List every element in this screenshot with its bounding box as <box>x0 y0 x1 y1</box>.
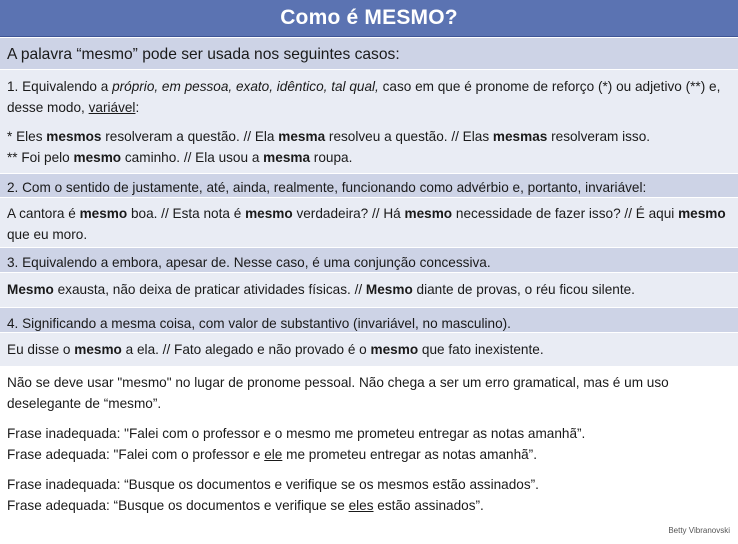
case2-heading: 2. Com o sentido de justamente, até, ainda, realmente, funcionando como advérbio e, portanto, invariável: <box>7 180 647 195</box>
note-frase-2 <box>7 444 731 465</box>
ex1g: resolveram isso. <box>547 129 651 144</box>
ex2e: roupa. <box>310 150 353 165</box>
case2-example-row <box>0 197 738 247</box>
c4b: mesmo <box>74 342 122 357</box>
note-frase-4 <box>7 495 731 516</box>
case3-example-row <box>0 272 738 307</box>
case1-example-2 <box>7 147 731 168</box>
ex1f: mesmas <box>492 129 548 144</box>
ex1c: resolveram a questão. // Ela <box>101 129 279 144</box>
c4e: que fato inexistente. <box>418 342 544 357</box>
c2i: que eu moro. <box>7 227 88 242</box>
case1-t5: : <box>135 100 140 115</box>
case1-t1: 1. Equivalendo a <box>7 79 113 94</box>
c2f: mesmo <box>404 206 453 221</box>
case4-example-row <box>0 332 738 366</box>
note-frase-1: Frase inadequada: "Falei com o professor e o mesmo me prometeu entregar as notas amanhã”. <box>7 426 586 441</box>
ex2d: mesma <box>263 150 311 165</box>
case1-t3: caso em que é pronome de reforço (*) ou adjetivo (**) e, desse modo, <box>7 79 721 115</box>
f4b: eles <box>348 498 374 513</box>
ex2c: caminho. // Ela usou a <box>121 150 264 165</box>
c2b: mesmo <box>79 206 128 221</box>
case1-variable: variável <box>88 100 136 115</box>
c3d: diante de provas, o réu ficou silente. <box>412 282 635 297</box>
ex1d: mesma <box>278 129 326 144</box>
case1-example-1 <box>7 126 731 147</box>
c2h: mesmo <box>678 206 726 221</box>
case3-heading: 3. Equivalendo a embora, apesar de. Nesse caso, é uma conjunção concessiva. <box>7 255 491 270</box>
ex1e: resolveu a questão. // Elas <box>325 129 493 144</box>
case1-synonyms: próprio, em pessoa, exato, idêntico, tal qual, <box>112 79 379 94</box>
c4a: Eu disse o <box>7 342 75 357</box>
title-bar <box>0 0 738 37</box>
c2g: necessidade de fazer isso? // É aqui <box>452 206 679 221</box>
c2d: mesmo <box>245 206 293 221</box>
c3a: Mesmo <box>7 282 54 297</box>
c4c: a ela. // Fato alegado e não provado é o <box>121 342 371 357</box>
case3-head-row <box>0 247 738 272</box>
ex2b: mesmo <box>73 150 122 165</box>
note-frase-3: Frase inadequada: “Busque os documentos e verifique se os mesmos estão assinados”. <box>7 477 539 492</box>
ex2a: ** Foi pelo <box>7 150 74 165</box>
ex1b: mesmos <box>46 129 102 144</box>
f2c: me prometeu entregar as notas amanhã”. <box>282 447 537 462</box>
case3-example <box>7 279 731 300</box>
c4d: mesmo <box>370 342 419 357</box>
slide-title: Como é MESMO? <box>280 6 458 29</box>
f2a: Frase adequada: "Falei com o professor e <box>7 447 265 462</box>
note-block <box>0 366 738 539</box>
intro-row <box>0 37 738 69</box>
note-paragraph: Não se deve usar "mesmo" no lugar de pronome pessoal. Não chega a ser um erro gramatical, mas é um uso deselegante de “mesmo”. <box>7 375 669 411</box>
case4-example <box>7 339 731 360</box>
f4c: estão assinados”. <box>373 498 484 513</box>
ex1a: * Eles <box>7 129 47 144</box>
f4a: Frase adequada: “Busque os documentos e verifique se <box>7 498 349 513</box>
case2-head-row <box>0 173 738 197</box>
f2b: ele <box>264 447 283 462</box>
case4-head-row <box>0 307 738 332</box>
c2e: verdadeira? // Há <box>292 206 405 221</box>
author-credit: Betty Vibranovski <box>668 526 730 535</box>
case1-block <box>0 69 738 173</box>
case1-heading <box>7 76 731 118</box>
c3b: exausta, não deixa de praticar atividades físicas. // <box>53 282 366 297</box>
c2c: boa. // Esta nota é <box>127 206 246 221</box>
case4-heading: 4. Significando a mesma coisa, com valor de substantivo (invariável, no masculino). <box>7 316 511 331</box>
case2-example <box>7 203 731 245</box>
intro-text: A palavra “mesmo” pode ser usada nos seguintes casos: <box>7 45 400 63</box>
c2a: A cantora é <box>7 206 80 221</box>
c3c: Mesmo <box>365 282 413 297</box>
